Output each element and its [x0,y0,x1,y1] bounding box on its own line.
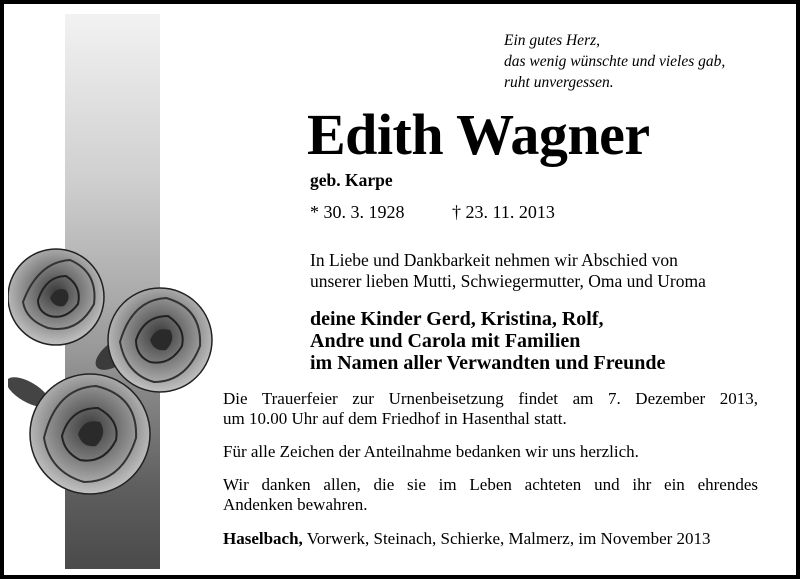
epitaph-quote [504,30,794,93]
quote-line: Ein gutes Herz, [504,32,601,49]
gratitude-line: Andenken bewahren. [223,495,368,514]
quote-line: ruht unvergessen. [504,74,614,91]
obituary-card [4,4,796,575]
places-and-date: Vorwerk, Steinach, Schierke, Malmerz, im November 2013 [302,529,711,548]
intro-line: In Liebe und Dankbarkeit nehmen wir Abschied von [310,250,678,270]
bereaved-family [310,308,665,374]
birth-date: * 30. 3. 1928 [310,202,405,222]
bereaved-line: deine Kinder Gerd, Kristina, Rolf, [310,308,604,330]
death-date: † 23. 11. 2013 [452,202,555,222]
roses-image [8,242,220,504]
deceased-name: Edith Wagner [307,102,650,167]
thanks-paragraph: Für alle Zeichen der Anteilnahme bedanken wir uns herzlich. [223,442,639,461]
funeral-paragraph [223,389,758,429]
maiden-name: geb. Karpe [310,170,393,190]
place-date-line [223,529,758,549]
gratitude-line: Wir danken allen, die sie im Leben achteten und ihr ein ehrendes [223,475,758,494]
place-name: Haselbach, [223,529,303,548]
quote-line: das wenig wünschte und vieles gab, [504,53,726,70]
funeral-line: Die Trauerfeier zur Urnenbeisetzung findet am 7. Dezember 2013, [223,389,758,408]
bereaved-line: im Namen aller Verwandten und Freunde [310,352,666,374]
intro-line: unserer lieben Mutti, Schwiegermutter, Oma und Uroma [310,271,706,291]
funeral-line: um 10.00 Uhr auf dem Friedhof in Hasenthal statt. [223,409,567,428]
service-info [223,389,758,549]
gratitude-paragraph [223,475,758,515]
bereaved-line: Andre und Carola mit Familien [310,330,581,352]
life-dates [310,202,555,223]
farewell-intro [310,250,706,292]
